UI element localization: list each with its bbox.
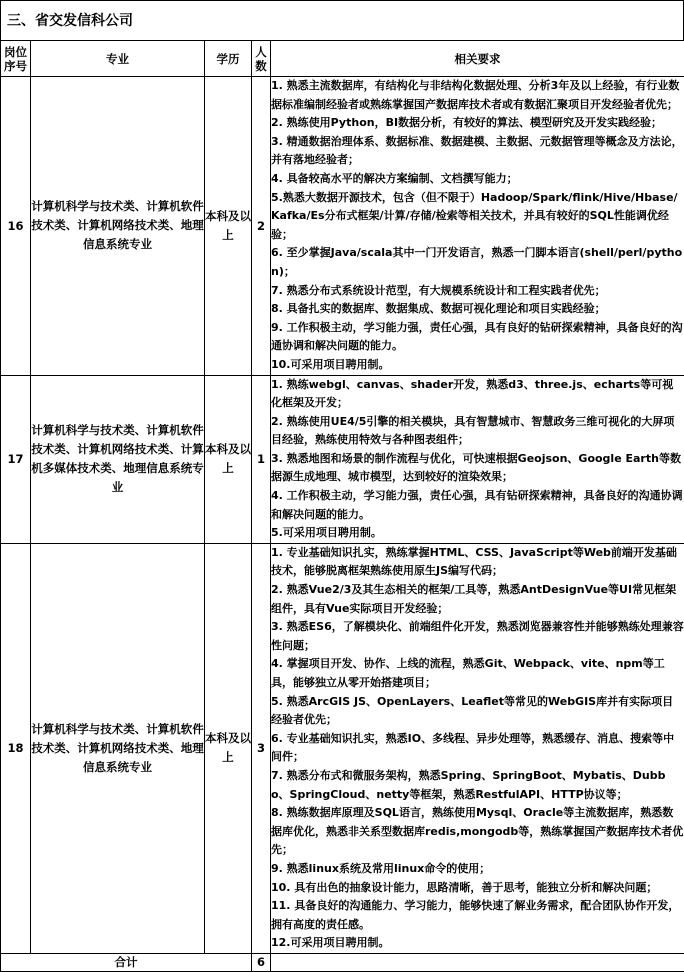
- requirement-item: 3. 熟悉地图和场景的制作流程与优化，可快速根据Geojson、Google Earth等数据源生成地理、城市模型，达到较好的渲染效果；: [271, 450, 684, 487]
- header-major: 专业: [31, 41, 205, 77]
- row-requirements: [271, 77, 684, 376]
- row-requirements: [271, 375, 684, 543]
- row-seq: 17: [1, 375, 31, 543]
- header-row: [1, 41, 684, 77]
- row-seq: 18: [1, 543, 31, 953]
- requirement-item: 1. 专业基础知识扎实，熟练掌握HTML、CSS、JavaScript等Web前端开发基础技术，能够脱离框架熟练使用原生JS编写代码；: [271, 544, 684, 581]
- header-requirements: 相关要求: [271, 41, 684, 77]
- requirement-item: 5.可采用项目聘用制。: [271, 524, 684, 543]
- header-education: 学历: [205, 41, 252, 77]
- row-education: 本科及以上: [205, 77, 252, 376]
- total-empty-cell: [271, 953, 684, 971]
- requirement-item: 3. 精通数据治理体系、数据标准、数据建模、主数据、元数据管理等概念及方法论，并有落地经验者；: [271, 133, 684, 170]
- row-education: 本科及以上: [205, 375, 252, 543]
- table-row: [1, 543, 684, 953]
- row-major: 计算机科学与技术类、计算机软件技术类、计算机网络技术类、地理信息系统专业: [31, 543, 205, 953]
- requirement-item: 6. 至少掌握Java/scala其中一门开发语言，熟悉一门脚本语言(shell/perl/python)；: [271, 244, 684, 281]
- requirement-item: 7. 熟悉分布式系统设计范型，有大规模系统设计和工程实践者优先；: [271, 282, 684, 301]
- table-row: [1, 77, 684, 376]
- section-title: 三、省交发信科公司: [0, 0, 684, 40]
- requirement-item: 10.可采用项目聘用制。: [271, 356, 684, 375]
- table-row: [1, 375, 684, 543]
- header-seq: 岗位序号: [1, 41, 31, 77]
- requirement-item: 1. 熟练webgl、canvas、shader开发，熟悉d3、three.js、echarts等可视化框架及开发；: [271, 376, 684, 413]
- requirement-item: 5. 熟悉ArcGIS JS、OpenLayers、Leaflet等常见的WebGIS库并有实际项目经验者优先；: [271, 693, 684, 730]
- requirement-item: 1. 熟悉主流数据库，有结构化与非结构化数据处理、分析3年及以上经验，有行业数据标准编制经验者或熟练掌握国产数据库技术者或有数据汇聚项目开发经验者优先；: [271, 77, 684, 114]
- requirement-item: 12.可采用项目聘用制。: [271, 934, 684, 953]
- requirement-item: 6. 专业基础知识扎实，熟悉IO、多线程、异步处理等，熟悉缓存、消息、搜索等中间件；: [271, 730, 684, 767]
- recruitment-table: [0, 40, 684, 972]
- row-requirements: [271, 543, 684, 953]
- requirement-item: 5.熟悉大数据开源技术，包含（但不限于）Hadoop/Spark/flink/Hive/Hbase/Kafka/Es分布式框架/计算/存储/检索等相关技术，并具有较好的SQL性能调优经验；: [271, 189, 684, 245]
- total-label: 合计: [1, 953, 252, 971]
- row-seq: 16: [1, 77, 31, 376]
- requirement-item: 8. 熟练数据库原理及SQL语言，熟练使用Mysql、Oracle等主流数据库，熟悉数据库优化，熟悉非关系型数据库redis,mongodb等，熟练掌握国产数据库技术者优先；: [271, 804, 684, 860]
- requirement-item: 2. 熟练使用Python，BI数据分析，有较好的算法、模型研究及开发实践经验；: [271, 114, 684, 133]
- requirement-item: 10. 具有出色的抽象设计能力，思路清晰，善于思考，能独立分析和解决问题；: [271, 879, 684, 898]
- requirement-item: 4. 掌握项目开发、协作、上线的流程，熟悉Git、Webpack、vite、npm等工具，能够独立从零开始搭建项目；: [271, 655, 684, 692]
- requirement-item: 11. 具备良好的沟通能力、学习能力，能够快速了解业务需求，配合团队协作开发，拥有高度的责任感。: [271, 897, 684, 934]
- requirement-item: 4. 具备较高水平的解决方案编制、文档撰写能力；: [271, 170, 684, 189]
- requirement-item: 2. 熟练使用UE4/5引擎的相关模块，具有智慧城市、智慧政务三维可视化的大屏项目经验，熟练使用特效与各种图表组件；: [271, 413, 684, 450]
- requirement-item: 4. 工作积极主动，学习能力强，责任心强，具有钻研探索精神，具备良好的沟通协调和解决问题的能力。: [271, 487, 684, 524]
- requirement-item: 7. 熟悉分布式和微服务架构，熟悉Spring、SpringBoot、Mybatis、Dubbo、SpringCloud、netty等框架，熟悉RestfulAPI、HTTP协议等；: [271, 767, 684, 804]
- row-major: 计算机科学与技术类、计算机软件技术类、计算机网络技术类、地理信息系统专业: [31, 77, 205, 376]
- requirement-item: 9. 工作积极主动，学习能力强，责任心强，具有良好的钻研探索精神，具备良好的沟通协调和解决问题的能力。: [271, 319, 684, 356]
- total-row: [1, 953, 684, 971]
- row-count: 1: [252, 375, 271, 543]
- header-count: 人数: [252, 41, 271, 77]
- row-education: 本科及以上: [205, 543, 252, 953]
- requirement-item: 9. 熟悉linux系统及常用linux命令的使用；: [271, 860, 684, 879]
- total-count: 6: [252, 953, 271, 971]
- row-major: 计算机科学与技术类、计算机软件技术类、计算机网络技术类、计算机多媒体技术类、地理信息系统专业: [31, 375, 205, 543]
- requirement-item: 3. 熟悉ES6，了解模块化、前端组件化开发，熟悉浏览器兼容性并能够熟练处理兼容性问题；: [271, 618, 684, 655]
- requirement-item: 8. 具备扎实的数据库、数据集成、数据可视化理论和项目实践经验；: [271, 300, 684, 319]
- row-count: 2: [252, 77, 271, 376]
- row-count: 3: [252, 543, 271, 953]
- requirement-item: 2. 熟悉Vue2/3及其生态相关的框架/工具等，熟悉AntDesignVue等UI常见框架组件，具有Vue实际项目开发经验；: [271, 581, 684, 618]
